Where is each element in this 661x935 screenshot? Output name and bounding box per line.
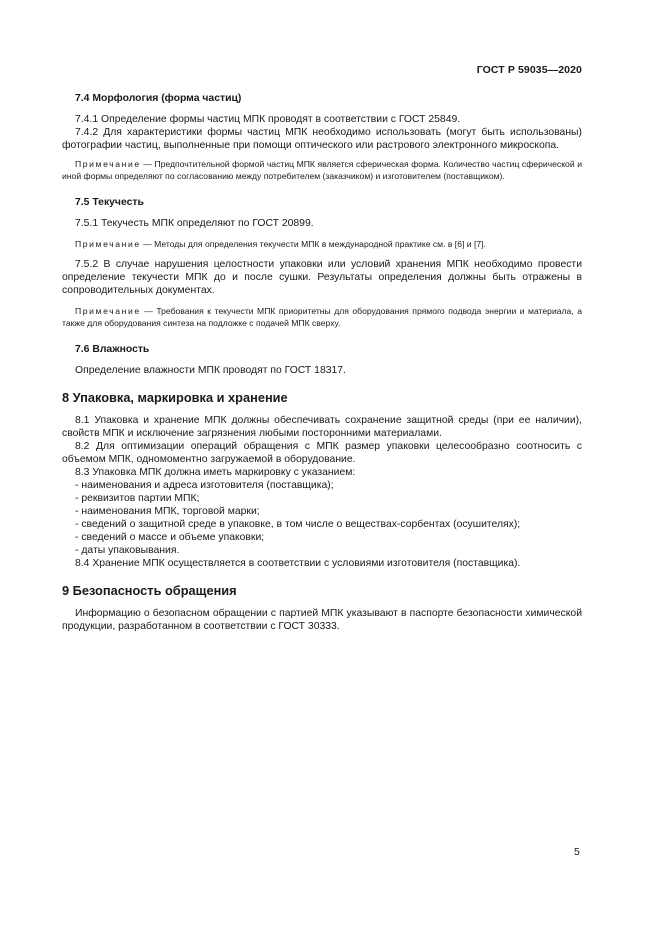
list-item: - сведений о защитной среде в упаковке, в том числе о веществах-сорбентах (осушителях); (75, 519, 521, 530)
paragraph-7-4-2: 7.4.2 Для характеристики формы частиц МПК необходимо использовать (могут быть использованы) фотографии частиц, выполненные при помощи оптического или растрового электронного микроскопа. (62, 127, 582, 151)
section-8-title: 8 Упаковка, маркировка и хранение (62, 390, 288, 405)
paragraph-8-1: 8.1 Упаковка и хранение МПК должны обеспечивать сохранение защитной среды (при ее наличии), свойств МПК и исключение загрязнения любыми посторонними материалами. (62, 415, 582, 439)
list-item: - наименования и адреса изготовителя (поставщика); (75, 480, 334, 491)
note-7-5-2 (62, 305, 582, 329)
document-body (62, 92, 582, 633)
list-item: - реквизитов партии МПК; (75, 493, 200, 504)
paragraph-7-5-1: 7.5.1 Текучесть МПК определяют по ГОСТ 20899. (75, 218, 314, 229)
note-text: — Требования к текучести МПК приоритетны для оборудования прямого подвода энергии и материала, а также для оборудования синтеза на подложке с подачей МПК сверху. (62, 306, 582, 328)
section-7-4-title: 7.4 Морфология (форма частиц) (75, 93, 242, 104)
paragraph-7-6: Определение влажности МПК проводят по ГОСТ 18317. (75, 365, 346, 376)
section-9-title: 9 Безопасность обращения (62, 583, 237, 598)
note-text: — Методы для определения текучести МПК в международной практике см. в [6] и [7]. (140, 239, 486, 249)
paragraph-9: Информацию о безопасном обращении с партией МПК указывают в паспорте безопасности химической продукции, разработанном в соответствии с ГОСТ 30333. (62, 608, 582, 632)
section-7-6-title: 7.6 Влажность (75, 344, 150, 355)
list-item: - даты упаковывания. (75, 545, 180, 556)
paragraph-7-4-1: 7.4.1 Определение формы частиц МПК проводят в соответствии с ГОСТ 25849. (75, 114, 461, 125)
paragraph-7-5-2: 7.5.2 В случае нарушения целостности упаковки или условий хранения МПК необходимо провести определение текучести МПК до и после сушки. Результаты определения должны быть отражены в сопроводительных документах. (62, 259, 582, 296)
paragraph-8-2: 8.2 Для оптимизации операций обращения с МПК размер упаковки целесообразно соотносить с объемом МПК, одномоментно загружаемой в оборудование. (62, 441, 582, 465)
note-label: Примечание (75, 159, 141, 169)
list-item: - сведений о массе и объеме упаковки; (75, 532, 265, 543)
paragraph-8-3: 8.3 Упаковка МПК должна иметь маркировку с указанием: (75, 467, 356, 478)
paragraph-8-4: 8.4 Хранение МПК осуществляется в соответствии с условиями изготовителя (поставщика). (75, 558, 521, 569)
note-label: Примечание (75, 306, 141, 316)
page-number: 5 (574, 846, 580, 858)
section-7-5-title: 7.5 Текучесть (75, 197, 144, 208)
marking-list (62, 479, 582, 557)
note-7-4 (62, 158, 582, 182)
standard-header: ГОСТ Р 59035—2020 (476, 64, 582, 76)
list-item: - наименования МПК, торговой марки; (75, 506, 260, 517)
note-text: — Предпочтительной формой частиц МПК является сферическая форма. Количество частиц сферической и иной формы определяют по согласованию между потребителем (заказчиком) и изготовителем (поставщиком). (62, 159, 582, 181)
note-7-5-1 (62, 238, 582, 250)
note-label: Примечание (75, 239, 141, 249)
